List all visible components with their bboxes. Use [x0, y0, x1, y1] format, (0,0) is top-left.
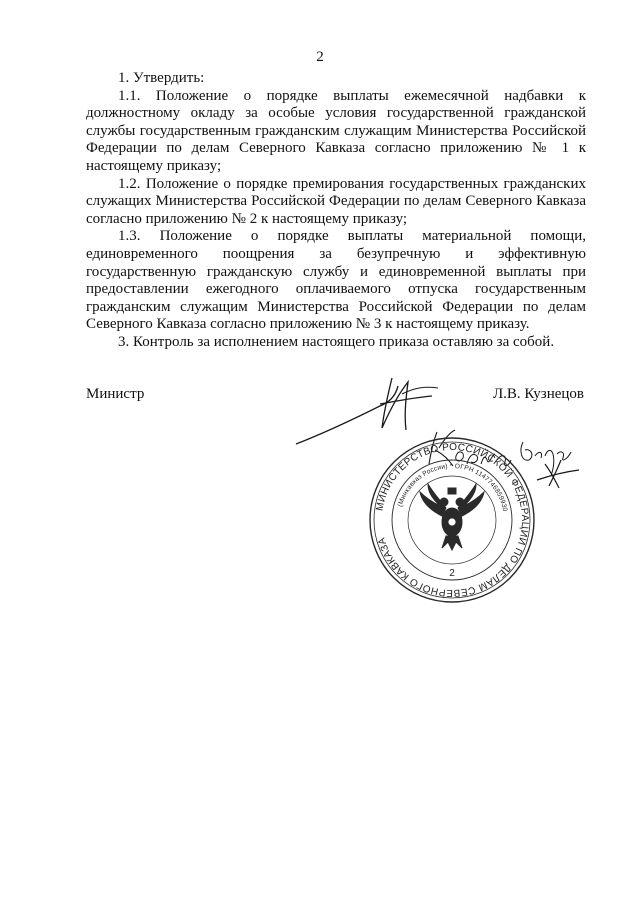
signatory-title: Министр: [86, 386, 145, 402]
seal-center-number: 2: [449, 568, 455, 579]
official-seal: [368, 436, 536, 604]
paragraph-1-2: 1.2. Положение о порядке премирования государственных гражданских служащих Министерства Российской Федерации по делам Северного Кавказа согласно приложению № 2 к настоящему приказу;: [86, 175, 586, 227]
seal-inner-text: (Минкавказ России) * ОГРН 1147746859930: [396, 462, 509, 513]
seal-outer-text: МИНИСТЕРСТВО РОССИЙСКОЙ ФЕДЕРАЦИИ ПО ДЕЛАМ СЕВЕРНОГО КАВКАЗА: [374, 441, 531, 599]
document-body: [86, 70, 586, 352]
paragraph-1-1: 1.1. Положение о порядке выплаты ежемесячной надбавки к должностному окладу за особые условия государственной гражданской службы государственным гражданским служащим Министерства Российской Федерации по делам Северного Кавказа согласно приложению № 1 к настоящему приказу;: [86, 87, 586, 174]
paragraph-1-3: 1.3. Положение о порядке выплаты материальной помощи, единовременного поощрения за безупречную и эффективную государственную гражданскую службу и единовременной выплаты при предоставлении ежегодного оплачиваемого отпуска государственным гражданским служащим Министерства Российской Федерации по делам Северного Кавказа согласно приложению № 3 к настоящему приказу.: [86, 228, 586, 333]
signatory-name: Л.В. Кузнецов: [492, 386, 584, 402]
page-number: 2: [316, 49, 324, 65]
coat-of-arms-icon: [420, 484, 484, 550]
paragraph-approve: 1. Утвердить:: [118, 70, 205, 86]
paragraph-control: 3. Контроль за исполнением настоящего приказа оставляю за собой.: [118, 333, 555, 350]
